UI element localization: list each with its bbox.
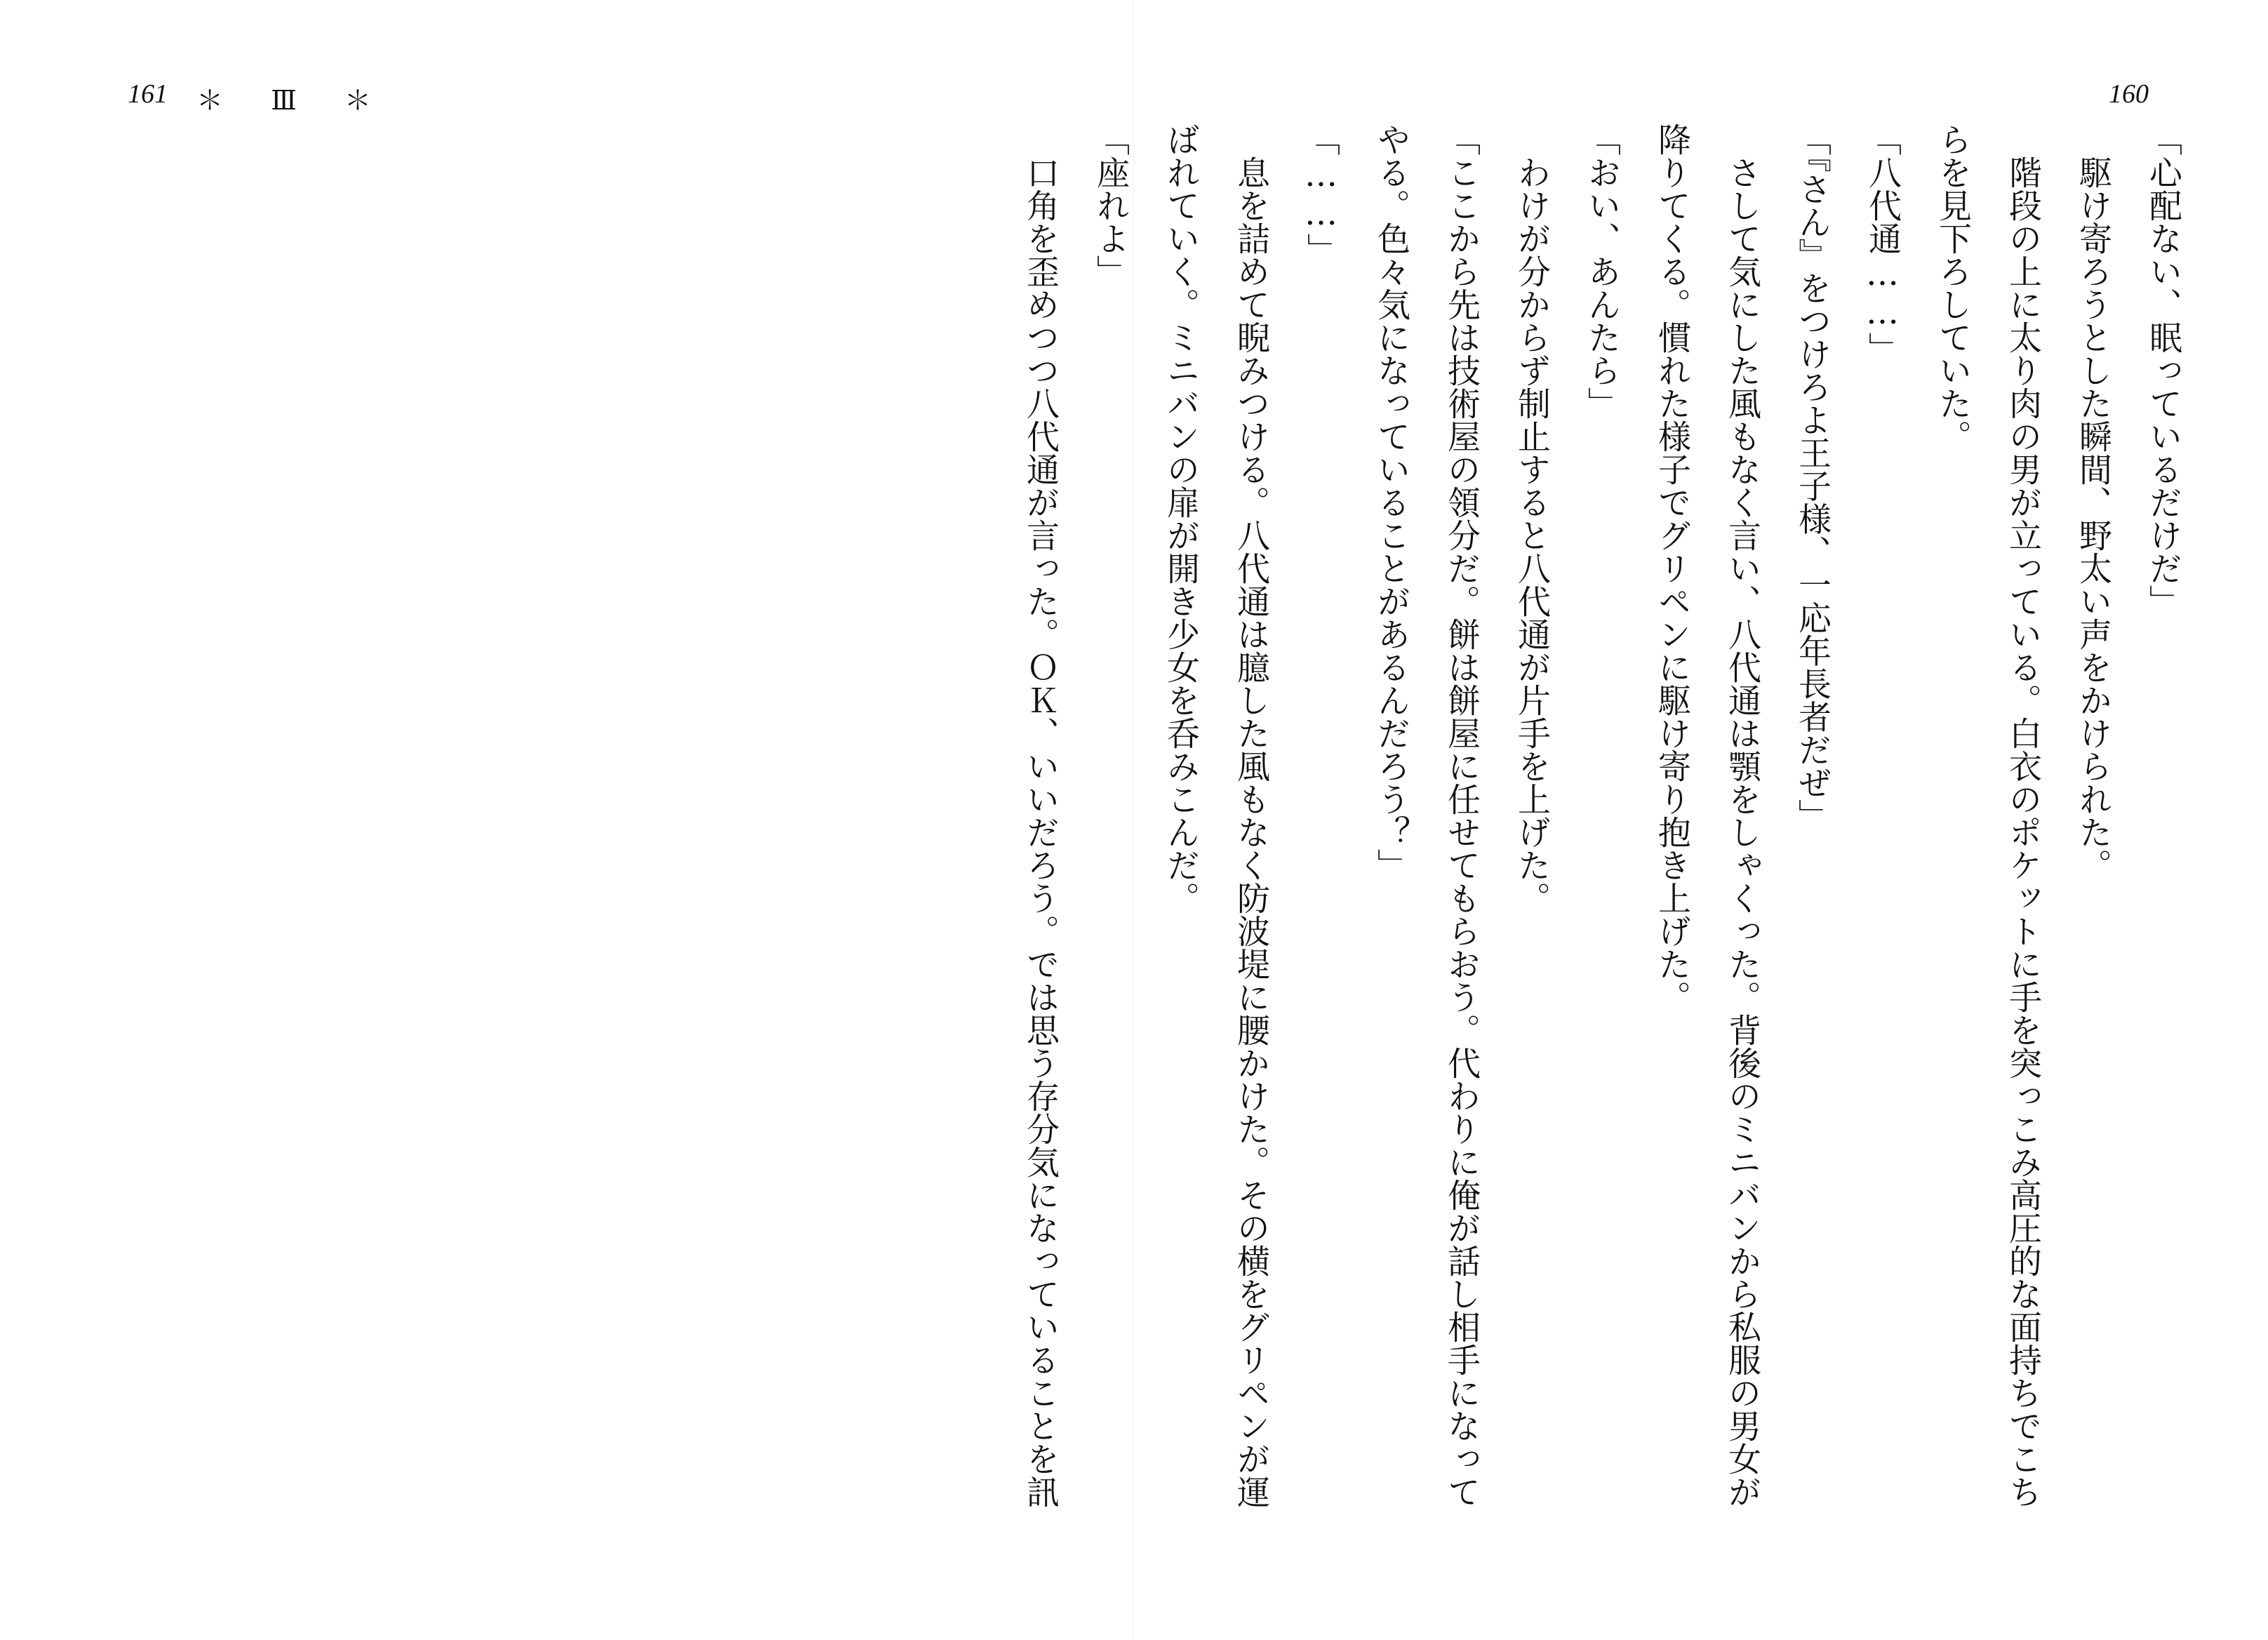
text-line: 「おい、あんたら」 — [1582, 123, 1621, 420]
left-page-number: 161 — [128, 79, 168, 109]
text-line: わけが分からず制止すると八代通が片手を上げた。 — [1512, 123, 1551, 914]
right-page — [1021, 0, 2268, 1640]
text-line: 駆け寄ろうとした瞬間、野太い声をかけられた。 — [2074, 123, 2112, 881]
text-line: 「座れよ」 — [1091, 123, 1130, 288]
text-line: 降りてくる。慣れた様子でグリペンに駆け寄り抱き上げた。 — [1653, 123, 1691, 1013]
text-line: ばれていく。ミニバンの扉が開き少女を呑みこんだ。 — [1161, 123, 1200, 914]
text-line: さして気にした風もなく言い、八代通は顎をしゃくった。背後のミニバンから私服の男女が — [1723, 123, 1761, 1508]
text-line: 「……」 — [1302, 123, 1340, 266]
text-line: 口角を歪めつつ八代通が言った。ＯＫ、いいだろう。では思う存分気になっていることを訊 — [1021, 123, 1060, 1508]
right-page-number: 160 — [2109, 79, 2149, 109]
text-line: 「心配ない、眠っているだけだ」 — [2144, 123, 2182, 618]
text-line: らを見下ろしていた。 — [1933, 123, 1972, 453]
right-page-body — [1005, 123, 2198, 1554]
text-line: 階段の上に太り肉の男が立っている。白衣のポケットに手を突っこみ高圧的な面持ちでこち — [2003, 123, 2042, 1508]
text-line: 息を詰めて睨みつける。八代通は臆した風もなく防波堤に腰かけた。その横をグリペンが運 — [1232, 123, 1270, 1508]
text-line: 「八代通……」 — [1863, 123, 1902, 365]
text-line: やる。色々気になっていることがあるんだろう？」 — [1372, 123, 1410, 881]
running-head: ＊ Ⅲ ＊ — [196, 85, 391, 116]
text-line: 「『さん』をつけろよ王子様、一応年長者だぜ」 — [1793, 123, 1832, 832]
text-line: 「ここから先は技術屋の領分だ。餅は餅屋に任せてもらおう。代わりに俺が話し相手になって — [1442, 123, 1481, 1508]
